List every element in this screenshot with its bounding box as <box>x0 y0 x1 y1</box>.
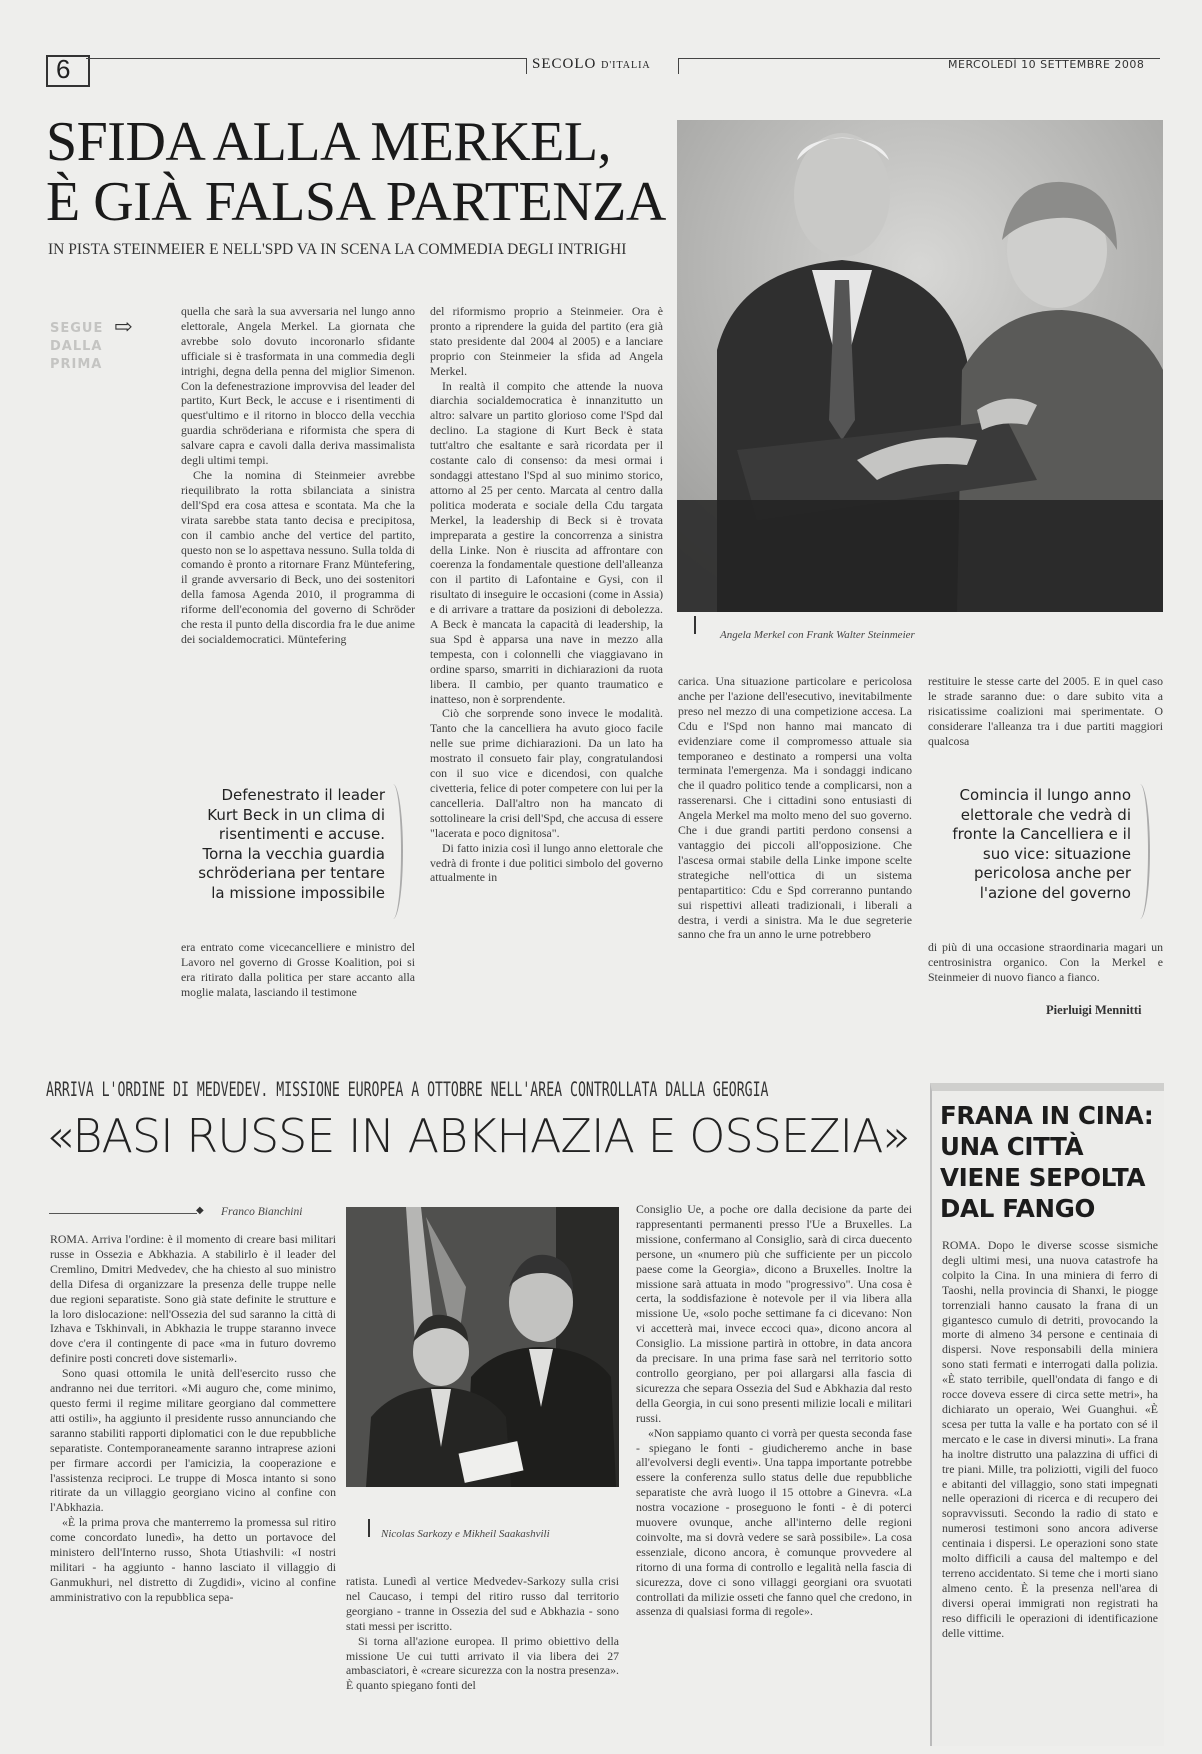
article2-column-2b <box>346 1574 619 1692</box>
article1-column-1 <box>181 304 415 754</box>
sidebar-headline-line-3: VIENE SEPOLTA <box>940 1163 1146 1192</box>
photo-sarkozy-graphic <box>346 1207 619 1487</box>
paragraph: quella che sarà la sua avversaria nel lungo anno elettorale, Angela Merkel. La giornata che avrebbe solo dovuto incoronarlo sfidante ufficiale si è trasformata in una commedia degli intrighi, degna della penna del miglior Simenon. Con la defenestrazione improvvisa del leader del partito, Kurt Beck, le accuse e i risentimenti di quest'ultimo e il ritorno in blocco della vecchia guardia schröderiana e riformista che spera di salvare capra e cavoli dalla deriva massimalista degli ultimi tempi. <box>181 304 415 468</box>
issue-date: MERCOLEDÌ 10 SETTEMBRE 2008 <box>948 58 1145 71</box>
photo-merkel-steinmeier-graphic <box>677 120 1163 612</box>
paragraph: «È la prima prova che manterremo la promessa sul ritiro come concordato lunedì», ha detto un portavoce del ministero dell'Interno russo, Shota Utiashvili: «I nostri militari - ha aggiunto - hanno lasciato il villaggio di Ganmukhuri, nel distretto di Zugdidi», vicino al confine amministrativo con la repubblica sepa- <box>50 1515 336 1604</box>
paragraph: «Non sappiamo quanto ci vorrà per questa seconda fase - spiegano le fonti - giudicheremo anche in base all'evolversi degli eventi». Una tappa importante potrebbe essere la conferenza sullo status delle due repubbliche separatiste che avrà luogo il 15 ottobre a Ginevra. «La nostra vocazione - proseguono le fonti - è di poterci muovere ovunque, anche all'interno delle regioni coinvolte, ma si dovrà vedere se sarà possibile». La cosa essenziale, dicono ancora, è comunque provvedere al ritorno di una forma di controllo e legalità nella fascia di sicurezza, dove ci sono villaggi georgiani ora svuotati controllati da milizie osseti che fanno quel che credono, in assenza di qualsiasi forma di regole». <box>636 1425 912 1619</box>
paragraph: In realtà il compito che attende la nuova diarchia socialdemocratica è innanzitutto un altro: salvare un partito glorioso come l'Spd dal declino. La stagione di Kurt Beck è stata tutt'altro che esaltante e sarà ricordata per il costante calo di consenso: da mesi ormai i sondaggi attestano l'Spd al suo minimo storico, attorno al 25 per cento. Marcata al centro dalla politica moderata e sociale della Cdu targata Merkel, la leadership di Beck si è trovata impreparata a gestire la concorrenza a sinistra della Linke. Non è riuscita ad affrontare con coerenza la fondamentale questione dell'alleanza con il partito di Lafontaine e Gysi, con il risultato di inseguire le occasioni (come in Assia) e di arrivare a trattare da posizioni di debolezza. A Beck è mancata la capacità di leadership, la sua Spd è apparsa una nave in mezzo alla tempesta, con i colonnelli che viaggiavano in ordine sparso, smarriti in dichiarazioni da ruota libera. Il cambio, per quanto traumatico e inatteso, non è sorprendente. <box>430 378 663 706</box>
sidebar-headline-line-4: DAL FANGO <box>940 1194 1096 1223</box>
author-merkel: Pierluigi Mennitti <box>1046 1003 1142 1017</box>
article2-column-1 <box>50 1232 336 1692</box>
kicker-segue <box>50 320 103 374</box>
caption-marker-2 <box>368 1519 370 1537</box>
photo-sarkozy-saakashvili <box>346 1207 619 1487</box>
kicker-segue-line-1: SEGUE <box>50 321 104 336</box>
sidebar-lead-text: Dopo le diverse scosse sismiche degli ultimi mesi, una nuova catastrofe ha colpito la Cina. In una miniera di ferro di Taoshi, nella provincia di Shanxi, le piogge torrenziali hanno causato la frana di un gigantesco cumulo di detriti, provocando la morte di almeno 34 persone e centinaia di dispersi. Nove responsabili della miniera sono stati fermati e interrogati dalla polizia. «È stato terribile, quell'ondata di fango e di rocce doveva essere di circa sette metri», ha dichiarato un operaio, Wei Guanghui. «È scesa per tutta la valle e ha portato con sé il mercato e le case in diversi minuti». La frana ha inoltre distrutto una palazzina di uffici di tre piani. Mille, tra poliziotti, vigili del fuoco e abitanti del villaggio, sono stati impegnati nelle operazioni di ricerca e di recupero dei sopravvissuti. Secondo la radio di stato e numerosi testimoni sono ancora adiverse centinaia i dispersi. Le operazioni sono state molto difficili a causa del maltempo e del terreno accidentato. Si teme che i morti siano almeno cento. È la presenza nell'area di diversi operai immigrati non registrati ha reso difficili le operazioni di identificazione delle vittime. <box>942 1238 1158 1640</box>
photo-caption-sarkozy: Nicolas Sarkozy e Mikheil Saakashvili <box>381 1528 550 1540</box>
dateline: ROMA. <box>50 1232 89 1246</box>
sidebar-china-body <box>942 1238 1158 1700</box>
paragraph: Di fatto inizia così il lungo anno elettorale che vedrà di fronte i due politici simbolo del governo attualmente in <box>430 840 663 885</box>
paragraph: Si torna all'azione europea. Il primo obiettivo della missione Ue cui tutti arrivato il via libera dei 27 ambasciatori, è «creare sicurezza con la nostra presenza». È quanto spiegano fonti del <box>346 1633 619 1692</box>
masthead-rule-left <box>86 58 526 59</box>
photo-merkel-steinmeier <box>677 120 1163 612</box>
sidebar-headline-line-2: UNA CITTÀ <box>940 1132 1084 1161</box>
byline-diamond-icon: ◆ <box>196 1205 204 1216</box>
paragraph: ratista. Lunedì al vertice Medvedev-Sarkozy sulla crisi nel Caucaso, i tempi del ritiro russo dal territorio georgiano - tranne in Ossezia del sud e Abkhazia - sono stati messi per iscritto. <box>346 1574 619 1633</box>
paper-name <box>532 56 651 73</box>
byline-rule <box>49 1213 197 1214</box>
article1-column-4b: di più di una occasione straordinaria magari un centrosinistra organico. Con la Merkel e Steinmeier di nuovo fianco a fianco. <box>928 940 1163 984</box>
photo-caption-merkel: Angela Merkel con Frank Walter Steinmeier <box>720 629 915 641</box>
paragraph: Ciò che sorprende sono invece le modalità. Tanto che la cancelliera ha avuto gioco facile nelle sue prime dichiarazioni. Da un lato ha mostrato il consueto fair play, congratulandosi con il suo vice e dicendosi, con qualche civetteria, felice di poter competere con lui per la cancelleria. Dall'altro non ha mancato di sottolineare la crisi dell'Spd, che accusa di essere "lacerata e poco dignitosa". <box>430 706 663 840</box>
paragraph-lead <box>50 1232 336 1366</box>
paragraph: Consiglio Ue, a poche ore dalla decisione da parte dei rappresentanti permanenti presso l'Ue a Bruxelles. La missione, confermano al Consiglio, sarà di circa duecento persone, un «numero più che sufficiente per un piccolo paese come la Georgia», dicono a Bruxelles. Inoltre la missione sarà attuata in modo "progressivo". Una cosa è certa, la soddisfazione è notevole per il via libera alla missione Ue, «solo poche settimane fa ci dicevano: Non vi accetterà mai, invece eccoci qua», dicono ancora al Consiglio. La missione partirà in ottobre, in data ancora da precisare. In una prima fase sarà nel territorio sotto controllo georgiano, per poi allargarsi alla fascia di sicurezza che separa Ossezia del Sud e Abkhazia dal resto della Georgia, in cui sono presenti milizie locali e militari russi. <box>636 1202 912 1425</box>
article1-column-2 <box>430 304 663 1012</box>
headline-line-2: È GIÀ FALSA PARTENZA <box>46 171 666 233</box>
sidebar-headline-line-1: FRANA IN CINA: <box>940 1101 1154 1130</box>
article1-column-1b: era entrato come vicecancelliere e ministro del Lavoro nel governo di Grosse Koalition, poi si era ritirato dalla politica per stare accanto alla moglie malata, lasciando il testimone <box>181 940 415 999</box>
caption-marker <box>694 616 696 634</box>
article2-column-3 <box>636 1202 912 1692</box>
paragraph-lead <box>942 1238 1158 1640</box>
lead-text: Arriva l'ordine: è il momento di creare basi militari russe in Ossezia e Abkhazia. A stabilirlo è il leader del Cremlino, Dmitri Medvedev, che ha chiesto al suo ministro della Difesa di organizzare la presenza delle truppe nelle due regioni separatiste. Sono già state definite le strutture e la loro dislocazione: nell'Ossezia del sud saranno la città di Izhava e Tskhinvali, in Abkhazia le truppe staranno invece dove c'era il contingente di pace «ma in futuro dovremo definire posti concreti dove sistemarli». <box>50 1232 336 1366</box>
kicker-segue-line-3: PRIMA <box>50 357 103 372</box>
headline-line-1: SFIDA ALLA MERKEL, <box>46 111 612 173</box>
pullquote-bracket-right <box>1130 784 1150 919</box>
paper-name-main: SECOLO <box>532 56 597 72</box>
paragraph: Sono quasi ottomila le unità dell'esercito russo che andranno nei due territori. «Mi auguro che, come minimo, questo fermi il regime militare georgiano dal commettere atti ostili», ha aggiunto il presidente russo annunciando che saranno stabiliti rapporti diplomatici con le due repubbliche separatiste. Contemporaneamente saranno intraprese azioni per firmare accordi per l'amicizia, la cooperazione e l'assistenza reciproci. Le truppe di Mosca intanto si sono ritirate da un villaggio georgiano vicino al confine con l'Abkhazia. <box>50 1366 336 1515</box>
masthead-divider-right <box>678 58 679 74</box>
paper-name-suffix: D'ITALIA <box>601 60 651 71</box>
article1-column-4a: restituire le stesse carte del 2005. E in quel caso le strade saranno due: o dare subito vita a risicatissime coalizioni mai sperimentate. O considerare l'alleanza tra i due partiti maggiori qualcosa <box>928 674 1163 748</box>
headline-frana-cina <box>940 1100 1153 1224</box>
kicker-medvedev: ARRIVA L'ORDINE DI MEDVEDEV. MISSIONE EUROPEA A OTTOBRE NELL'AREA CONTROLLATA DALLA GEORGIA <box>46 1080 769 1102</box>
headline-basi-russe: «BASI RUSSE IN ABKHAZIA E OSSEZIA» <box>46 1109 910 1163</box>
pullquote-bracket-left <box>383 784 403 919</box>
pullquote-right: Comincia il lungo anno elettorale che vedrà di fronte la Cancelliera e il suo vice: situazione pericolosa anche per l'azione del governo <box>952 786 1131 902</box>
masthead-divider-left <box>526 58 527 74</box>
subheadline-merkel: IN PISTA STEINMEIER E NELL'SPD VA IN SCENA LA COMMEDIA DEGLI INTRIGHI <box>48 241 627 258</box>
paragraph: del riformismo proprio a Steinmeier. Ora è pronto a riprendere la guida del partito (era già stato presidente dal 2004 al 2005) e a lanciare proprio con Steinmeier la sfida ad Angela Merkel. <box>430 304 663 378</box>
kicker-segue-line-2: DALLA <box>50 339 103 354</box>
page-number: 6 <box>56 54 71 84</box>
byline-medvedev: Franco Bianchini <box>221 1206 303 1218</box>
pullquote-left: Defenestrato il leader Kurt Beck in un clima di risentimenti e accuse. Torna la vecchia guardia schröderiana per tentare la missione impossibile <box>198 786 385 902</box>
arrow-right-icon: ⇨ <box>114 314 133 339</box>
headline-merkel <box>46 112 666 232</box>
paragraph: Che la nomina di Steinmeier avrebbe riequilibrato la rotta sbilanciata a sinistra dell'Spd era cosa attesa e scontata. Ma che la virata sarebbe stata tanto decisa e precipitosa, con il cambio anche del vertice del partito, questo non se lo aspettava nessuno. Sulla tolda di comando è pronto a ritornare Franz Müntefering, il grande avversario di Beck, uno dei sostenitori della famosa Agenda 2010, il programma di riforme dell'economia del governo di Schröder che resta il punto della discordia fra le due anime dei socialdemocratici. Müntefering <box>181 467 415 646</box>
article1-column-3: carica. Una situazione particolare e pericolosa anche per l'azione dell'esecutivo, inevitabilmente preso nel mezzo di una competizione accesa. La Cdu e l'Spd non hanno mai mancato di evidenziare come il compromesso attuale sia temporaneo e destinato a rompersi una volta terminata l'emergenza. Ma i sondaggi indicano che il quadro politico tende a complicarsi, non a rasserenarsi. Che i cittadini sono entusiasti di Angela Merkel ma molto meno del suo governo. Che i due grandi partiti perdono consensi a vantaggio dei piccoli all'opposizione. Che l'ascesa ormai stabile della Linke impone scelte strategiche nell'ottica di un sistema pentapartitico: Cdu e Spd correranno puntando sui rispettivi alleati tradizionali, i liberali a destra, i verdi a sinistra. Ma le due segreterie sanno che fra un anno le urne potrebbero <box>678 674 912 942</box>
sidebar-dateline: ROMA. <box>942 1238 981 1252</box>
